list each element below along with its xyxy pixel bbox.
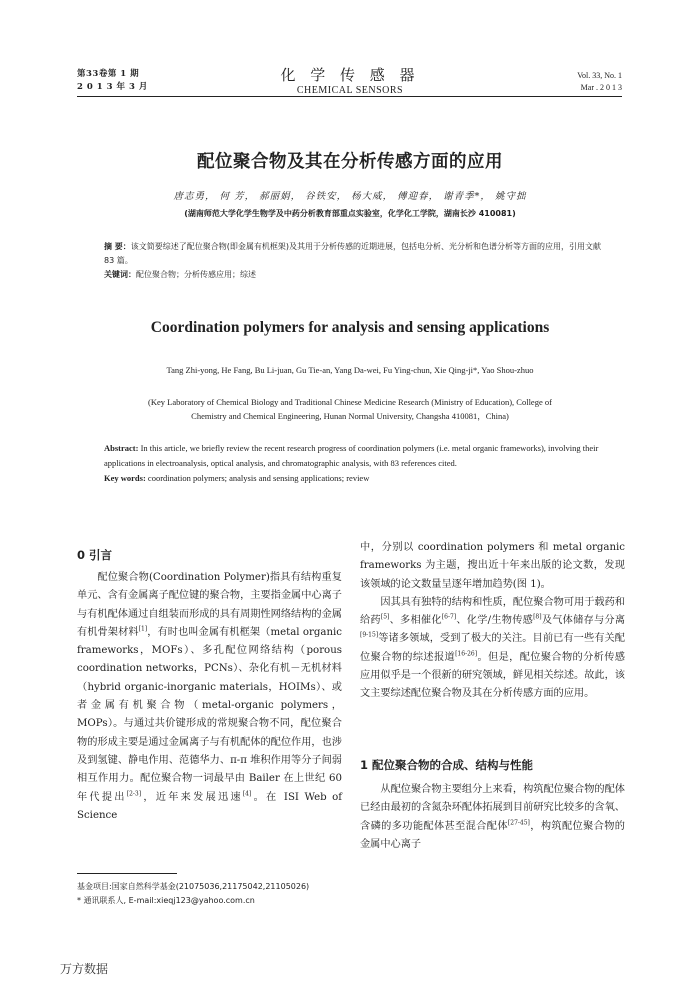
keywords-cn-text: 配位聚合物；分析传感应用；综述 (136, 270, 256, 279)
paper-title-en: Coordination polymers for analysis and sensing applications (150, 319, 550, 336)
section-1-heading: 1 配位聚合物的合成、结构与性能 (360, 758, 534, 772)
abstract-cn-body (104, 240, 604, 268)
text-run: 配位聚合物(Coordination Polymer)指具有结构重复单元、含有金属离子配位键的聚合物，主要指金属中心离子与有机配体通过自组装而形成的具有周期性网络结构的金属有机骨架材料 (77, 572, 342, 638)
keywords-en-text: coordination polymers; analysis and sensing applications; review (147, 473, 370, 483)
text-run: 。在 ISI Web of Science (77, 791, 343, 821)
citation: [8] (533, 613, 542, 621)
watermark-text: 万方数据 (60, 962, 109, 976)
keywords-cn (104, 268, 604, 282)
keywords-en (104, 471, 604, 486)
text-run: 及气体储存与分离 (541, 615, 626, 627)
citation: [16-26] (455, 650, 478, 658)
paper-title-cn: 配位聚合物及其在分析传感方面的应用 (197, 152, 503, 172)
text-run: ，有时也叫金属有机框架（metal organic frameworks，MOFs）、多孔配位网络结构（porous coordination networks，PCNs）、杂化有机－无机材料（hybrid organic-inorganic materials，HOIMs）、或者金属有机聚合物（metal-organic polymers，MOPs）。与通过共价键形成的常规聚合物不同，配位聚合物的形成主要是通过金属离子与有机配体的配位作用，也涉及到氢键、静电作用、范德华力、π-π 堆积作用等分子间弱相互作用力。配位聚合物一词最早由 Bailer 在上世纪 60 年代提出 (77, 626, 342, 803)
abstract-en-text: In this article, we briefly review the recent research progress of coordination polymers (i.e. metal organic frameworks), involving their applications in electroanalysis, optical analysis, and chromatographic analysis, with 83 references cited. (104, 443, 599, 468)
header-date-en: Mar . 2 0 1 3 (580, 83, 622, 92)
text-run: ，构筑配位聚合物的金属中心离子 (360, 820, 625, 850)
text-run: 中，分别以 coordination polymers 和 metal organic frameworks 为主题，搜出近十年来出版的论文数，发现该领域的论文数量呈逐年增加趋势(图 1)。 (360, 542, 625, 590)
abstract-cn-text: 该文简要综述了配位聚合物(即金属有机框架)及其用于分析传感的近期进展，包括电分析、光分析和色谱分析等方面的应用，引用文献 83 篇。 (104, 242, 602, 265)
citation: [2-3] (126, 790, 142, 798)
text-run: ，近年来发展迅速 (141, 791, 243, 803)
header-vol-en: Vol. 33, No. 1 (577, 71, 622, 80)
header-rule (77, 96, 622, 97)
journal-title-en: CHEMICAL SENSORS (296, 85, 404, 96)
section-1-paragraph-1 (360, 781, 625, 854)
authors-en: Tang Zhi-yong, He Fang, Bu Li-juan, Gu Tie-an, Yang Da-wei, Fu Ying-chun, Xie Qing-ji*, Yao Shou-zhuo (166, 365, 534, 375)
citation: [9-15] (360, 632, 379, 640)
section-0-heading: 0 引言 (77, 548, 113, 562)
abstract-cn (104, 240, 604, 282)
keywords-cn-label: 关键词： (104, 270, 136, 279)
citation: [4] (242, 790, 252, 798)
section-1-body (360, 781, 625, 854)
body-column-left (77, 569, 342, 825)
citation: [5] (380, 613, 390, 621)
abstract-en-body (104, 441, 604, 471)
intro-paragraph-1-cont (360, 539, 625, 594)
affiliation-en: (Key Laboratory of Chemical Biology and Traditional Chinese Medicine Research (Ministry of Education), College of Chemistry and Chemical Engineering, Hunan Normal University, Changsha 410081，China) (148, 397, 552, 421)
text-run: 。但是，配位聚合物的分析传感应用似乎是一个很新的研究领域，鲜见相关综述。故此，该文主要综述配位聚合物及其在分析传感方面的应用。 (360, 651, 625, 700)
abstract-en (104, 441, 604, 486)
footnote-fund: 基金项目:国家自然科学基金(21075036,21175042,21105026) (77, 882, 310, 891)
text-run: 从配位聚合物主要组分上来看，构筑配位聚合物的配体已经由最初的含氮杂环配体拓展到目前研究比较多的含氧、含磷的多功能配体甚至混合配体 (360, 784, 625, 832)
citation: [27-45] (507, 819, 530, 827)
abstract-en-label: Abstract: (104, 443, 139, 453)
citation: [1] (138, 625, 148, 633)
header-vol-cn: 第33卷第 1 期 (77, 69, 140, 79)
intro-paragraph-1 (77, 569, 342, 825)
keywords-en-label: Key words: (104, 473, 146, 483)
text-run: 等诸多领域，受到了极大的关注。目前已有一些有关配位聚合物的综述报道 (360, 633, 625, 663)
body-column-right (360, 539, 625, 704)
header-volume-en (577, 70, 622, 94)
text-run: 、多相催化 (389, 615, 442, 627)
footnotes (77, 880, 309, 908)
footnote-rule (77, 873, 177, 874)
text-run: 因其具有独特的结构和性质，配位聚合物可用于载药和给药 (360, 596, 625, 627)
journal-title-cn: 化 学 传 感 器 (280, 66, 420, 84)
intro-paragraph-2 (360, 594, 625, 704)
text-run: 、化学/生物传感 (456, 615, 534, 627)
header-date-cn: 2 0 1 3 年 3 月 (77, 82, 148, 92)
authors-cn: 唐志勇， 何 芳， 郝丽娟， 谷铁安， 杨大威， 傅迎春， 谢青季*， 姚守拙 (173, 191, 527, 202)
affiliation-cn: (湖南师范大学化学生物学及中药分析教育部重点实验室，化学化工学院，湖南长沙 410081) (184, 209, 516, 218)
abstract-cn-label: 摘 要： (104, 242, 131, 251)
footnote-contact: * 通讯联系人, E-mail:xieqj123@yahoo.com.cn (77, 896, 255, 905)
citation: [6-7] (441, 613, 457, 621)
